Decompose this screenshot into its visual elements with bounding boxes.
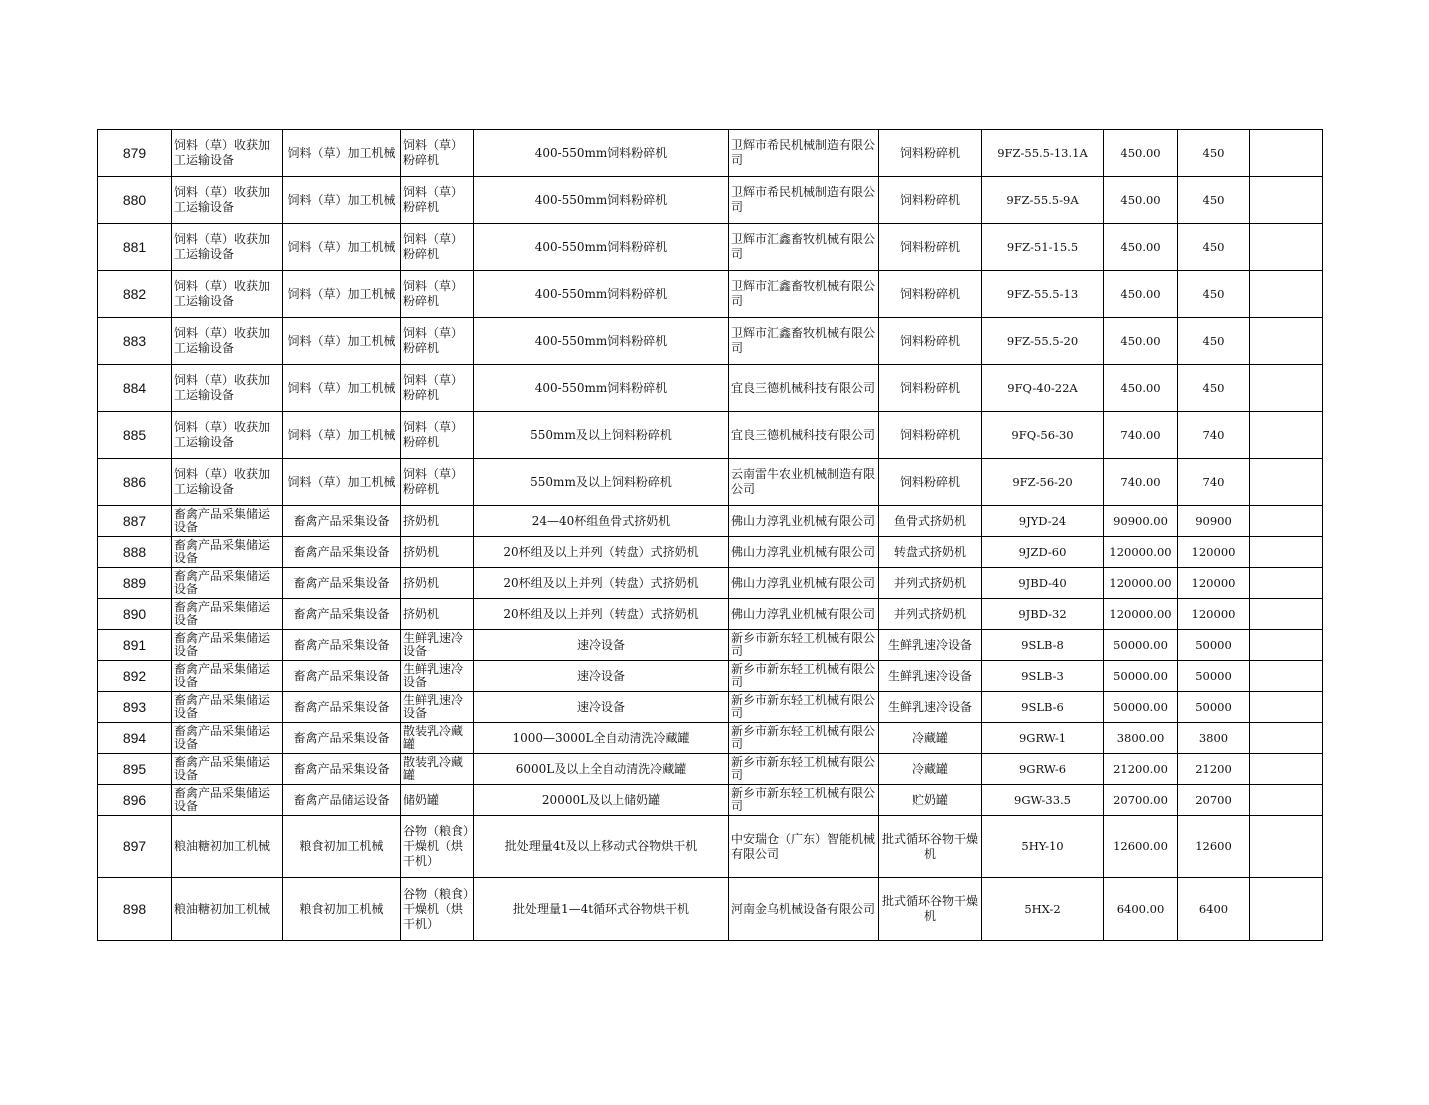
subcategory-cell: 畜禽产品采集设备	[283, 754, 401, 785]
item-cell: 谷物（粮食）干燥机（烘干机）	[401, 878, 474, 941]
category-cell: 畜禽产品采集储运设备	[172, 630, 283, 661]
model-cell: 9FQ-40-22A	[982, 365, 1104, 412]
product-name-cell: 并列式挤奶机	[879, 568, 982, 599]
table-row	[98, 630, 1323, 661]
table-row	[98, 224, 1323, 271]
model-cell: 9GRW-6	[982, 754, 1104, 785]
model-cell: 9GRW-1	[982, 723, 1104, 754]
note-cell	[1250, 459, 1323, 506]
spec-cell: 1000—3000L全自动清洗冷藏罐	[474, 723, 729, 754]
note-cell	[1250, 130, 1323, 177]
note-cell	[1250, 630, 1323, 661]
subcategory-cell: 饲料（草）加工机械	[283, 177, 401, 224]
row-number-cell: 884	[98, 365, 172, 412]
category-cell: 饲料（草）收获加工运输设备	[172, 412, 283, 459]
category-cell: 饲料（草）收获加工运输设备	[172, 271, 283, 318]
category-cell: 畜禽产品采集储运设备	[172, 661, 283, 692]
subsidy-cell: 120000.00	[1104, 599, 1178, 630]
table-row	[98, 661, 1323, 692]
manufacturer-cell: 宜良三德机械科技有限公司	[729, 412, 879, 459]
subsidy-cell: 21200.00	[1104, 754, 1178, 785]
subsidy-cell: 120000.00	[1104, 568, 1178, 599]
amount-cell: 12600	[1178, 816, 1250, 878]
item-cell: 挤奶机	[401, 568, 474, 599]
row-number-cell: 893	[98, 692, 172, 723]
item-cell: 储奶罐	[401, 785, 474, 816]
table-row	[98, 816, 1323, 878]
model-cell: 9FZ-56-20	[982, 459, 1104, 506]
note-cell	[1250, 816, 1323, 878]
item-cell: 挤奶机	[401, 599, 474, 630]
row-number-cell: 896	[98, 785, 172, 816]
spec-cell: 速冷设备	[474, 692, 729, 723]
note-cell	[1250, 785, 1323, 816]
note-cell	[1250, 412, 1323, 459]
product-name-cell: 饲料粉碎机	[879, 224, 982, 271]
amount-cell: 450	[1178, 224, 1250, 271]
spec-cell: 550mm及以上饲料粉碎机	[474, 459, 729, 506]
subcategory-cell: 饲料（草）加工机械	[283, 412, 401, 459]
amount-cell: 50000	[1178, 661, 1250, 692]
category-cell: 粮油糖初加工机械	[172, 878, 283, 941]
spec-cell: 20000L及以上储奶罐	[474, 785, 729, 816]
note-cell	[1250, 506, 1323, 537]
note-cell	[1250, 568, 1323, 599]
model-cell: 5HY-10	[982, 816, 1104, 878]
table-row	[98, 599, 1323, 630]
row-number-cell: 886	[98, 459, 172, 506]
item-cell: 饲料（草）粉碎机	[401, 318, 474, 365]
table-row	[98, 365, 1323, 412]
item-cell: 饲料（草）粉碎机	[401, 177, 474, 224]
subcategory-cell: 畜禽产品采集设备	[283, 537, 401, 568]
row-number-cell: 890	[98, 599, 172, 630]
note-cell	[1250, 537, 1323, 568]
item-cell: 挤奶机	[401, 537, 474, 568]
subcategory-cell: 畜禽产品采集设备	[283, 506, 401, 537]
subcategory-cell: 饲料（草）加工机械	[283, 130, 401, 177]
item-cell: 谷物（粮食）干燥机（烘干机）	[401, 816, 474, 878]
table-row	[98, 506, 1323, 537]
model-cell: 9JBD-40	[982, 568, 1104, 599]
subsidy-cell: 12600.00	[1104, 816, 1178, 878]
amount-cell: 3800	[1178, 723, 1250, 754]
equipment-subsidy-table	[97, 129, 1323, 941]
item-cell: 挤奶机	[401, 506, 474, 537]
amount-cell: 21200	[1178, 754, 1250, 785]
product-name-cell: 饲料粉碎机	[879, 318, 982, 365]
product-name-cell: 批式循环谷物干燥机	[879, 816, 982, 878]
subcategory-cell: 饲料（草）加工机械	[283, 224, 401, 271]
row-number-cell: 889	[98, 568, 172, 599]
amount-cell: 740	[1178, 459, 1250, 506]
row-number-cell: 894	[98, 723, 172, 754]
row-number-cell: 892	[98, 661, 172, 692]
subcategory-cell: 饲料（草）加工机械	[283, 365, 401, 412]
note-cell	[1250, 365, 1323, 412]
row-number-cell: 887	[98, 506, 172, 537]
spec-cell: 400-550mm饲料粉碎机	[474, 130, 729, 177]
product-name-cell: 贮奶罐	[879, 785, 982, 816]
spec-cell: 400-550mm饲料粉碎机	[474, 224, 729, 271]
model-cell: 9JZD-60	[982, 537, 1104, 568]
spec-cell: 速冷设备	[474, 661, 729, 692]
table-row	[98, 459, 1323, 506]
manufacturer-cell: 新乡市新东轻工机械有限公司	[729, 754, 879, 785]
subsidy-cell: 3800.00	[1104, 723, 1178, 754]
subcategory-cell: 畜禽产品采集设备	[283, 599, 401, 630]
category-cell: 粮油糖初加工机械	[172, 816, 283, 878]
product-name-cell: 鱼骨式挤奶机	[879, 506, 982, 537]
item-cell: 饲料（草）粉碎机	[401, 271, 474, 318]
subcategory-cell: 饲料（草）加工机械	[283, 318, 401, 365]
product-name-cell: 饲料粉碎机	[879, 459, 982, 506]
row-number-cell: 891	[98, 630, 172, 661]
item-cell: 散装乳冷藏罐	[401, 723, 474, 754]
table-row	[98, 568, 1323, 599]
note-cell	[1250, 661, 1323, 692]
product-name-cell: 批式循环谷物干燥机	[879, 878, 982, 941]
product-name-cell: 冷藏罐	[879, 754, 982, 785]
note-cell	[1250, 723, 1323, 754]
row-number-cell: 880	[98, 177, 172, 224]
amount-cell: 120000	[1178, 568, 1250, 599]
manufacturer-cell: 卫辉市汇鑫畜牧机械有限公司	[729, 271, 879, 318]
subsidy-cell: 50000.00	[1104, 630, 1178, 661]
spec-cell: 24—40杯组鱼骨式挤奶机	[474, 506, 729, 537]
category-cell: 饲料（草）收获加工运输设备	[172, 459, 283, 506]
product-name-cell: 生鲜乳速冷设备	[879, 630, 982, 661]
row-number-cell: 895	[98, 754, 172, 785]
amount-cell: 450	[1178, 130, 1250, 177]
subsidy-cell: 740.00	[1104, 412, 1178, 459]
model-cell: 9FZ-55.5-20	[982, 318, 1104, 365]
model-cell: 9FZ-55.5-13	[982, 271, 1104, 318]
table-row	[98, 723, 1323, 754]
row-number-cell: 898	[98, 878, 172, 941]
model-cell: 9GW-33.5	[982, 785, 1104, 816]
model-cell: 9FZ-55.5-13.1A	[982, 130, 1104, 177]
spec-cell: 20杯组及以上并列（转盘）式挤奶机	[474, 568, 729, 599]
table-body	[98, 130, 1323, 941]
row-number-cell: 885	[98, 412, 172, 459]
table-row	[98, 754, 1323, 785]
subcategory-cell: 畜禽产品采集设备	[283, 661, 401, 692]
model-cell: 9FZ-51-15.5	[982, 224, 1104, 271]
product-name-cell: 饲料粉碎机	[879, 412, 982, 459]
note-cell	[1250, 318, 1323, 365]
model-cell: 9SLB-8	[982, 630, 1104, 661]
product-name-cell: 饲料粉碎机	[879, 130, 982, 177]
table-row	[98, 537, 1323, 568]
spec-cell: 400-550mm饲料粉碎机	[474, 365, 729, 412]
amount-cell: 90900	[1178, 506, 1250, 537]
table-row	[98, 130, 1323, 177]
manufacturer-cell: 云南雷牛农业机械制造有限公司	[729, 459, 879, 506]
table-row	[98, 692, 1323, 723]
product-name-cell: 饲料粉碎机	[879, 271, 982, 318]
table-row	[98, 318, 1323, 365]
item-cell: 饲料（草）粉碎机	[401, 459, 474, 506]
model-cell: 9FQ-56-30	[982, 412, 1104, 459]
row-number-cell: 888	[98, 537, 172, 568]
table-row	[98, 177, 1323, 224]
manufacturer-cell: 中安瑞仓（广东）智能机械有限公司	[729, 816, 879, 878]
product-name-cell: 冷藏罐	[879, 723, 982, 754]
subsidy-cell: 450.00	[1104, 318, 1178, 365]
note-cell	[1250, 754, 1323, 785]
note-cell	[1250, 177, 1323, 224]
item-cell: 生鲜乳速冷设备	[401, 630, 474, 661]
amount-cell: 450	[1178, 177, 1250, 224]
category-cell: 畜禽产品采集储运设备	[172, 723, 283, 754]
row-number-cell: 881	[98, 224, 172, 271]
item-cell: 散装乳冷藏罐	[401, 754, 474, 785]
subcategory-cell: 畜禽产品储运设备	[283, 785, 401, 816]
amount-cell: 50000	[1178, 692, 1250, 723]
item-cell: 饲料（草）粉碎机	[401, 130, 474, 177]
manufacturer-cell: 新乡市新东轻工机械有限公司	[729, 785, 879, 816]
product-name-cell: 转盘式挤奶机	[879, 537, 982, 568]
spec-cell: 速冷设备	[474, 630, 729, 661]
row-number-cell: 883	[98, 318, 172, 365]
spec-cell: 20杯组及以上并列（转盘）式挤奶机	[474, 537, 729, 568]
category-cell: 饲料（草）收获加工运输设备	[172, 365, 283, 412]
model-cell: 5HX-2	[982, 878, 1104, 941]
model-cell: 9SLB-3	[982, 661, 1104, 692]
item-cell: 饲料（草）粉碎机	[401, 412, 474, 459]
spec-cell: 20杯组及以上并列（转盘）式挤奶机	[474, 599, 729, 630]
amount-cell: 740	[1178, 412, 1250, 459]
model-cell: 9JYD-24	[982, 506, 1104, 537]
spec-cell: 6000L及以上全自动清洗冷藏罐	[474, 754, 729, 785]
spec-cell: 400-550mm饲料粉碎机	[474, 177, 729, 224]
subcategory-cell: 畜禽产品采集设备	[283, 723, 401, 754]
manufacturer-cell: 新乡市新东轻工机械有限公司	[729, 630, 879, 661]
category-cell: 饲料（草）收获加工运输设备	[172, 177, 283, 224]
manufacturer-cell: 卫辉市汇鑫畜牧机械有限公司	[729, 224, 879, 271]
subsidy-cell: 50000.00	[1104, 661, 1178, 692]
amount-cell: 450	[1178, 318, 1250, 365]
amount-cell: 6400	[1178, 878, 1250, 941]
subsidy-cell: 90900.00	[1104, 506, 1178, 537]
manufacturer-cell: 佛山力淳乳业机械有限公司	[729, 599, 879, 630]
row-number-cell: 882	[98, 271, 172, 318]
note-cell	[1250, 878, 1323, 941]
category-cell: 畜禽产品采集储运设备	[172, 785, 283, 816]
manufacturer-cell: 宜良三德机械科技有限公司	[729, 365, 879, 412]
table-row	[98, 271, 1323, 318]
table-row	[98, 412, 1323, 459]
subcategory-cell: 粮食初加工机械	[283, 816, 401, 878]
row-number-cell: 897	[98, 816, 172, 878]
category-cell: 饲料（草）收获加工运输设备	[172, 224, 283, 271]
product-name-cell: 生鲜乳速冷设备	[879, 692, 982, 723]
item-cell: 生鲜乳速冷设备	[401, 661, 474, 692]
subsidy-cell: 20700.00	[1104, 785, 1178, 816]
category-cell: 畜禽产品采集储运设备	[172, 568, 283, 599]
manufacturer-cell: 新乡市新东轻工机械有限公司	[729, 692, 879, 723]
category-cell: 畜禽产品采集储运设备	[172, 599, 283, 630]
category-cell: 饲料（草）收获加工运输设备	[172, 318, 283, 365]
manufacturer-cell: 新乡市新东轻工机械有限公司	[729, 661, 879, 692]
note-cell	[1250, 599, 1323, 630]
amount-cell: 450	[1178, 271, 1250, 318]
item-cell: 饲料（草）粉碎机	[401, 365, 474, 412]
category-cell: 畜禽产品采集储运设备	[172, 692, 283, 723]
category-cell: 畜禽产品采集储运设备	[172, 506, 283, 537]
item-cell: 饲料（草）粉碎机	[401, 224, 474, 271]
product-name-cell: 并列式挤奶机	[879, 599, 982, 630]
product-name-cell: 饲料粉碎机	[879, 177, 982, 224]
amount-cell: 50000	[1178, 630, 1250, 661]
subsidy-cell: 120000.00	[1104, 537, 1178, 568]
subcategory-cell: 粮食初加工机械	[283, 878, 401, 941]
amount-cell: 20700	[1178, 785, 1250, 816]
spec-cell: 550mm及以上饲料粉碎机	[474, 412, 729, 459]
amount-cell: 450	[1178, 365, 1250, 412]
category-cell: 畜禽产品采集储运设备	[172, 754, 283, 785]
manufacturer-cell: 新乡市新东轻工机械有限公司	[729, 723, 879, 754]
model-cell: 9SLB-6	[982, 692, 1104, 723]
manufacturer-cell: 卫辉市希民机械制造有限公司	[729, 130, 879, 177]
manufacturer-cell: 卫辉市汇鑫畜牧机械有限公司	[729, 318, 879, 365]
manufacturer-cell: 佛山力淳乳业机械有限公司	[729, 568, 879, 599]
spec-cell: 400-550mm饲料粉碎机	[474, 318, 729, 365]
category-cell: 畜禽产品采集储运设备	[172, 537, 283, 568]
table-row	[98, 785, 1323, 816]
note-cell	[1250, 692, 1323, 723]
subsidy-cell: 450.00	[1104, 130, 1178, 177]
model-cell: 9FZ-55.5-9A	[982, 177, 1104, 224]
subcategory-cell: 畜禽产品采集设备	[283, 630, 401, 661]
manufacturer-cell: 卫辉市希民机械制造有限公司	[729, 177, 879, 224]
spec-cell: 批处理量1—4t循环式谷物烘干机	[474, 878, 729, 941]
note-cell	[1250, 224, 1323, 271]
subsidy-cell: 450.00	[1104, 224, 1178, 271]
row-number-cell: 879	[98, 130, 172, 177]
subsidy-cell: 50000.00	[1104, 692, 1178, 723]
spec-cell: 400-550mm饲料粉碎机	[474, 271, 729, 318]
subsidy-cell: 450.00	[1104, 365, 1178, 412]
manufacturer-cell: 佛山力淳乳业机械有限公司	[729, 506, 879, 537]
subsidy-cell: 6400.00	[1104, 878, 1178, 941]
manufacturer-cell: 佛山力淳乳业机械有限公司	[729, 537, 879, 568]
table-row	[98, 878, 1323, 941]
subcategory-cell: 畜禽产品采集设备	[283, 568, 401, 599]
amount-cell: 120000	[1178, 537, 1250, 568]
manufacturer-cell: 河南金乌机械设备有限公司	[729, 878, 879, 941]
item-cell: 生鲜乳速冷设备	[401, 692, 474, 723]
subcategory-cell: 饲料（草）加工机械	[283, 459, 401, 506]
model-cell: 9JBD-32	[982, 599, 1104, 630]
category-cell: 饲料（草）收获加工运输设备	[172, 130, 283, 177]
note-cell	[1250, 271, 1323, 318]
product-name-cell: 饲料粉碎机	[879, 365, 982, 412]
subcategory-cell: 饲料（草）加工机械	[283, 271, 401, 318]
product-name-cell: 生鲜乳速冷设备	[879, 661, 982, 692]
subsidy-cell: 450.00	[1104, 271, 1178, 318]
subsidy-cell: 740.00	[1104, 459, 1178, 506]
subcategory-cell: 畜禽产品采集设备	[283, 692, 401, 723]
amount-cell: 120000	[1178, 599, 1250, 630]
spec-cell: 批处理量4t及以上移动式谷物烘干机	[474, 816, 729, 878]
subsidy-cell: 450.00	[1104, 177, 1178, 224]
